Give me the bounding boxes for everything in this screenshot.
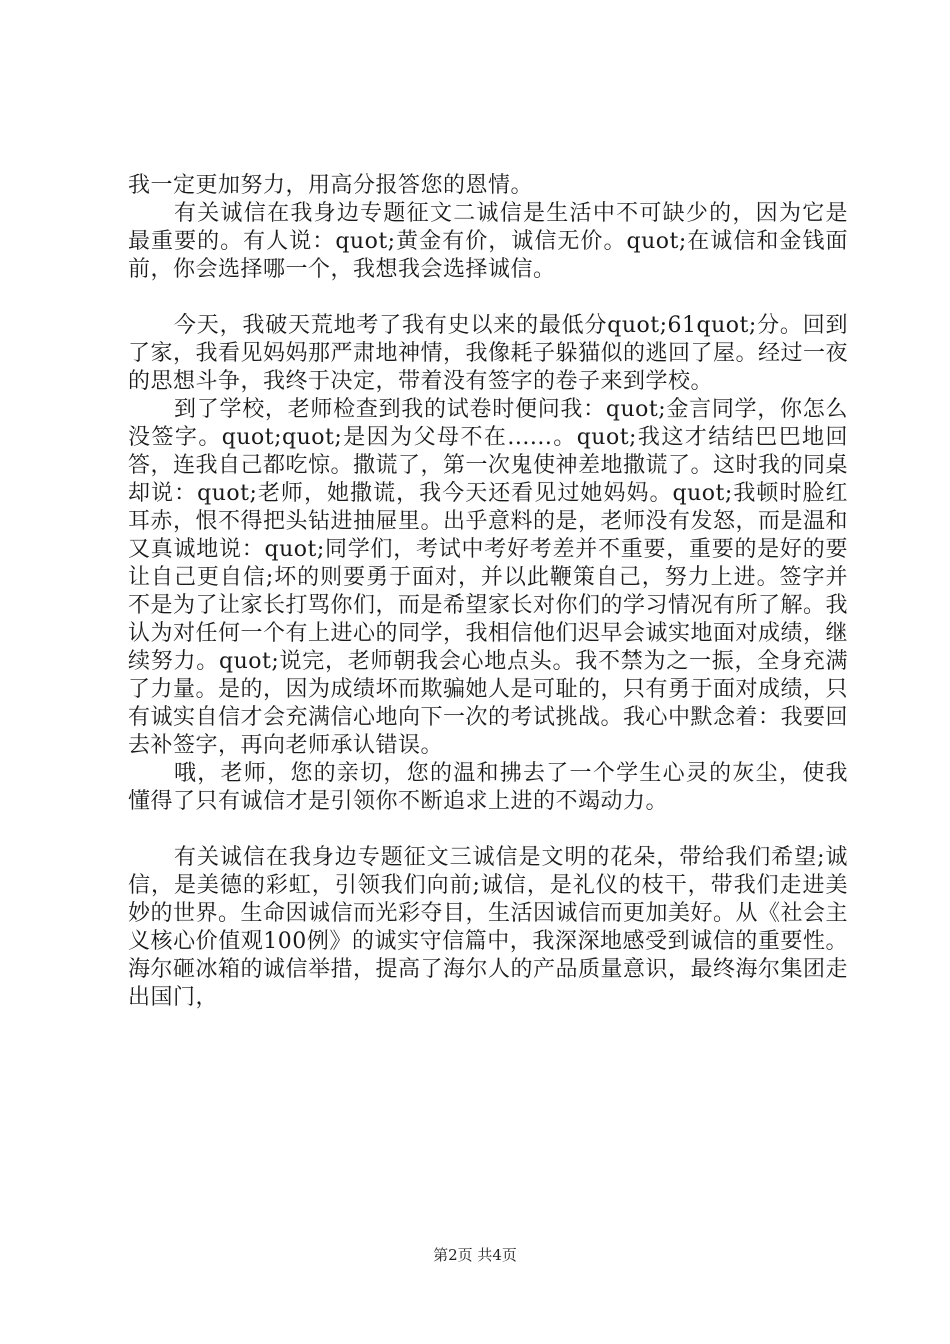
paragraph-essay-two-intro: 有关诚信在我身边专题征文二诚信是生活中不可缺少的，因为它是最重要的。有人说：quot;黄金有价，诚信无价。quot;在诚信和金钱面前，你会选择哪一个，我想我会选择诚信。 — [128, 201, 848, 282]
page-footer: 第2页 共4页 — [433, 1246, 517, 1264]
paragraph-at-school: 到了学校，老师检查到我的试卷时便问我：quot;金言同学，你怎么没签字。quot;quot;是因为父母不在......。quot;我这才结结巴巴地回答，连我自己都吃惊。撒谎了，第一次鬼使神差地撒谎了。这时我的同桌却说：quot;老师，她撒谎，我今天还看见过她妈妈。quot;我顿时脸红耳赤，恨不得把头钻进抽屉里。出乎意料的是，老师没有发怒，而是温和又真诚地说：quot;同学们，考试中考好考差并不重要，重要的是好的要让自己更自信;坏的则要勇于面对，并以此鞭策自己，努力上进。签字并不是为了让家长打骂你们，而是希望家长对你们的学习情况有所了解。我认为对任何一个有上进心的同学，我相信他们迟早会诚实地面对成绩，继续努力。quot;说完，老师朝我会心地点头。我不禁为之一振，全身充满了力量。是的，因为成绩坏而欺骗她人是可耻的，只有勇于面对成绩，只有诚实自信才会充满信心地向下一次的考试挑战。我心中默念着：我要回去补签字，再向老师承认错误。 — [128, 397, 849, 758]
paragraph-teacher-thanks: 哦，老师，您的亲切，您的温和拂去了一个学生心灵的灰尘，使我懂得了只有诚信才是引领你不断追求上进的不竭动力。 — [128, 761, 848, 814]
paragraph-continuation: 我一定更加努力，用高分报答您的恩情。 — [128, 173, 534, 198]
paragraph-essay-three-intro: 有关诚信在我身边专题征文三诚信是文明的花朵，带给我们希望;诚信，是美德的彩虹，引领我们向前;诚信，是礼仪的枝干，带我们走进美妙的世界。生命因诚信而光彩夺目，生活因诚信而更加美好。从《社会主义核心价值观100例》的诚实守信篇中，我深深地感受到诚信的重要性。海尔砸冰箱的诚信举措，提高了海尔人的产品质量意识，最终海尔集团走出国门， — [128, 845, 849, 1010]
paragraph-gap — [128, 284, 848, 312]
document-body — [128, 172, 848, 1012]
paragraph-low-score: 今天，我破天荒地考了我有史以来的最低分quot;61quot;分。回到了家，我看见妈妈那严肃地神情，我像耗子躲猫似的逃回了屋。经过一夜的思想斗争，我终于决定，带着没有签字的卷子来到学校。 — [128, 313, 849, 394]
paragraph-gap — [128, 816, 848, 844]
